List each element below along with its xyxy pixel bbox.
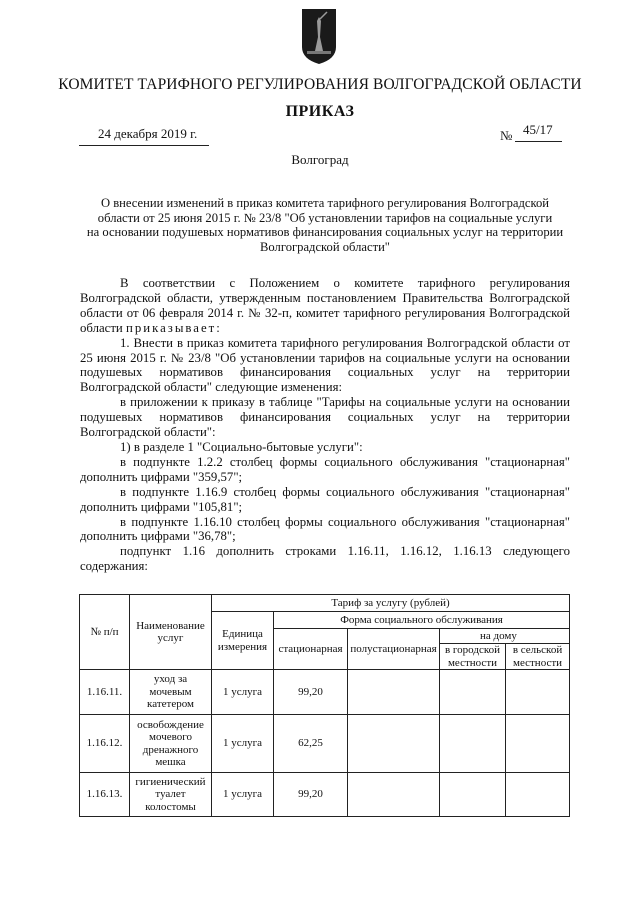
subject-line: Волгоградской области" bbox=[260, 239, 390, 254]
subject-line: области от 25 июня 2015 г. № 23/8 "Об установлении тарифов на социальные услуги bbox=[97, 210, 553, 225]
document-type-title: ПРИКАЗ bbox=[285, 103, 355, 120]
row-unit: 1 услуга bbox=[212, 773, 274, 817]
subitem-1-16: подпункт 1.16 дополнить строками 1.16.11, 1.16.12, 1.16.13 следующего содержания: bbox=[80, 544, 570, 574]
order-date: 24 декабря 2019 г. bbox=[98, 126, 198, 141]
order-number: 45/17 bbox=[523, 122, 553, 137]
header-unit: Единица измерения bbox=[212, 612, 274, 670]
orders-word: приказывает bbox=[125, 320, 217, 335]
row-semi-inpatient bbox=[348, 715, 440, 773]
table-row bbox=[80, 715, 570, 773]
order-number-label: № bbox=[500, 128, 513, 143]
order-body bbox=[80, 276, 570, 574]
row-unit: 1 услуга bbox=[212, 715, 274, 773]
city: Волгоград bbox=[291, 152, 349, 167]
row-service: освобождение мочевого дренажного мешка bbox=[130, 715, 212, 773]
row-urban bbox=[440, 670, 506, 715]
header-service: Наименование услуг bbox=[130, 595, 212, 670]
row-rural bbox=[506, 773, 570, 817]
subitem-1-16-10: в подпункте 1.16.10 столбец формы социального обслуживания "стационарная" дополнить цифрами "36,78"; bbox=[80, 514, 570, 544]
row-inpatient: 62,25 bbox=[274, 715, 348, 773]
table-row bbox=[80, 670, 570, 715]
row-number: 1.16.11. bbox=[80, 670, 130, 715]
header-tariff: Тариф за услугу (рублей) bbox=[212, 595, 570, 612]
subitem-1-2-2: в подпункте 1.2.2 столбец формы социального обслуживания "стационарная" дополнить цифрами "359,57"; bbox=[80, 454, 570, 484]
header-inpatient: стационарная bbox=[274, 629, 348, 670]
header-semi-inpatient: полустационарная bbox=[348, 629, 440, 670]
preamble-colon: : bbox=[216, 320, 220, 335]
subject-line: О внесении изменений в приказ комитета тарифного регулирования Волгоградской bbox=[100, 196, 550, 210]
row-service: уход за мочевым катетером bbox=[130, 670, 212, 715]
subject-line: на основании подушевых нормативов финансирования социальных услуг на территории bbox=[86, 225, 564, 240]
row-rural bbox=[506, 670, 570, 715]
row-rural bbox=[506, 715, 570, 773]
row-inpatient: 99,20 bbox=[274, 773, 348, 817]
date-underline bbox=[79, 145, 209, 146]
tariff-table bbox=[79, 594, 570, 817]
header-form: Форма социального обслуживания bbox=[274, 612, 570, 629]
preamble-paragraph bbox=[80, 276, 570, 336]
row-semi-inpatient bbox=[348, 670, 440, 715]
row-semi-inpatient bbox=[348, 773, 440, 817]
row-urban bbox=[440, 773, 506, 817]
row-unit: 1 услуга bbox=[212, 670, 274, 715]
order-subject bbox=[80, 196, 570, 254]
subitem-1-16-9: в подпункте 1.16.9 столбец формы социального обслуживания "стационарная" дополнить цифрами "105,81"; bbox=[80, 484, 570, 514]
coat-of-arms-icon bbox=[300, 7, 338, 65]
row-number: 1.16.13. bbox=[80, 773, 130, 817]
section-1-paragraph: 1) в разделе 1 "Социально-бытовые услуги": bbox=[120, 439, 363, 454]
row-service: гигиенический туалет колостомы bbox=[130, 773, 212, 817]
row-urban bbox=[440, 715, 506, 773]
committee-name: КОМИТЕТ ТАРИФНОГО РЕГУЛИРОВАНИЯ ВОЛГОГРАДСКОЙ ОБЛАСТИ bbox=[58, 76, 582, 93]
table-row bbox=[80, 773, 570, 817]
header-number: № п/п bbox=[80, 595, 130, 670]
header-home: на дому bbox=[440, 629, 570, 644]
header-urban: в городской местности bbox=[440, 644, 506, 670]
item-1-paragraph: 1. Внести в приказ комитета тарифного регулирования Волгоградской области от 25 июня 2015 г. № 23/8 "Об установлении тарифов на социальные услуги на основании подушевых нормативов финансирования социальных услуг на территории Волгоградской области" следующие изменения: bbox=[80, 335, 570, 395]
number-underline bbox=[515, 141, 562, 142]
row-number: 1.16.12. bbox=[80, 715, 130, 773]
annex-paragraph: в приложении к приказу в таблице "Тарифы на социальные услуги на основании подушевых нормативов финансирования социальных услуг на территории Волгоградской области": bbox=[80, 395, 570, 440]
preamble-text: В соответствии с Положением о комитете тарифного регулирования Волгоградской области, утвержденным постановлением Правительства Волгоградской области от 06 февраля 2014 г. № 32-п, комитет тарифного регулирования Волгоградской области bbox=[80, 276, 570, 335]
header-rural: в сельской местности bbox=[506, 644, 570, 670]
row-inpatient: 99,20 bbox=[274, 670, 348, 715]
